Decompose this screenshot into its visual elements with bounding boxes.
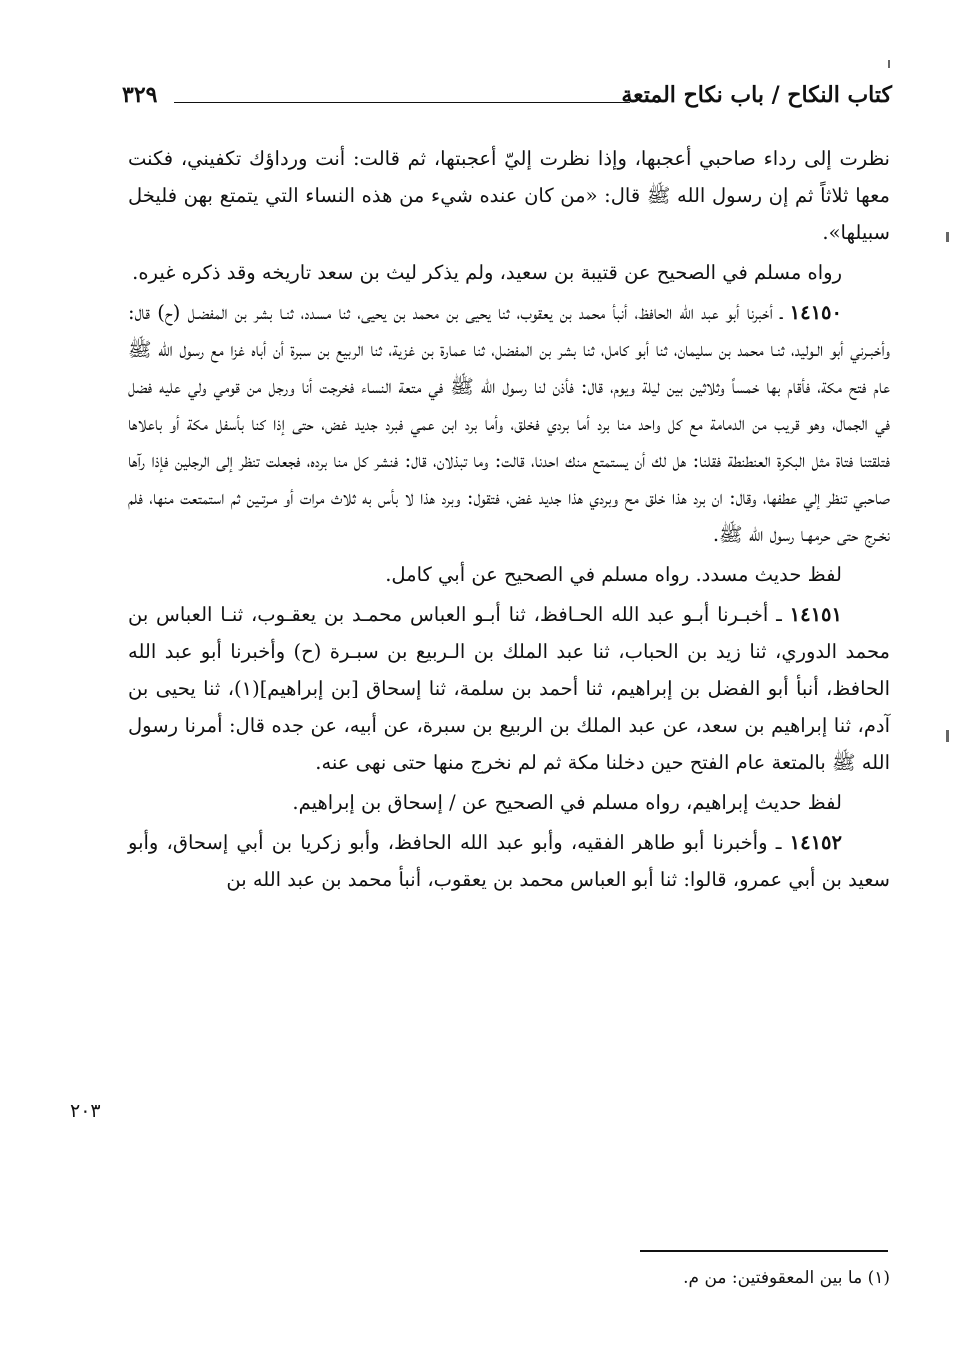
hadith-paragraph xyxy=(128,596,890,781)
hadith-number: ١٤١٥٠ xyxy=(789,301,842,324)
paragraph xyxy=(128,140,890,251)
paragraph-text: لفظ حديث مسدد. رواه مسلم في الصحيح عن أبي كامل. xyxy=(385,563,842,586)
paragraph-text: ـ أخبرنا أبو عبد الله الحافظ، أنبأ محمد بن يعقوب، ثنا يحيى بن محمد بن يحيى، ثنا مسدد، ثنـا بشر بن المفضـل (ح) قال: وأخبـرني أبو الـوليد، ثنـا محمد بن سليمان، ثنا أبو كامل، ثنا بشر بن المفضل، ثنا عمارة بن غزية، ثنا الربيع بن سبرة أن أباه غزا مع رسول الله ﷺ عام فتح مكة، فأقام بها خمساً وثلاثين بين ليلة ويوم، قال: فأذن لنا رسول الله ﷺ في متعة النساء فخرجت أنا ورجل من قومي ولي عليه فضل في الجمال، وهو قريب من الدمامة مع كل واحد منا برد أما بردي فخلق، وأما برد ابن عمي فبرد جديد غض، حتى إذا كنا بأسفل مكة أو باعلاها فتلقتنا فتاة مثل البكرة العنطنطة فقلنا: هل لك أن يستمتع منك احدنا، قالت: وما تبذلان، قال: فنشر كل منا برده، فجعلت تنظر إلى الرجلين فإذا رآها صاحبي تنظر إلي عطفها، وقال: ان برد هذا خلق مح وبردي هذا جديد غض، فتقول: وبرد هذا لا بأس به ثلاث مرات أو مـرتـين ثم استمتعت منها، فلم نخـرج حتى حرمهـا رسول الله ﷺ. xyxy=(128,301,890,546)
paragraph-text: لفظ حديث إبراهيم، رواه مسلم في الصحيح عن / إسحاق بن إبراهيم. xyxy=(292,791,842,814)
paragraph-text: رواه مسلم في الصحيح عن قتيبة بن سعيد، ولم يذكر ليث بن سعد تاريخه وقد ذكره غيره. xyxy=(132,261,842,284)
header-rule xyxy=(174,102,630,103)
page-number: ٣٢٩ xyxy=(122,82,158,108)
running-header xyxy=(122,82,892,116)
footnote: (١) ما بين المعقوفتين: من م. xyxy=(683,1268,890,1288)
hadith-paragraph xyxy=(128,294,890,553)
hadith-paragraph xyxy=(128,824,890,898)
scan-mark xyxy=(946,730,949,742)
paragraph xyxy=(128,556,890,593)
footnote-separator xyxy=(640,1250,888,1252)
paragraph xyxy=(128,254,890,291)
hadith-number: ١٤١٥٢ xyxy=(789,831,842,854)
main-text xyxy=(128,140,890,901)
header-title: كتاب النكاح / باب نكاح المتعة xyxy=(621,82,892,108)
margin-page-reference: ٢٠٣ xyxy=(70,1100,101,1122)
paragraph-text: ـ وأخبرنا أبو طاهر الفقيه، وأبو عبد الله الحافظ، وأبو زكريا بن أبي إسحاق، وأبو سعيد بن أبي عمرو، قالوا: ثنا أبو العباس محمد بن يعقوب، أنبأ محمد بن عبد الله بن xyxy=(128,831,890,891)
hadith-number: ١٤١٥١ xyxy=(789,603,842,626)
paragraph xyxy=(128,784,890,821)
scan-mark xyxy=(888,60,890,68)
paragraph-text: نظرت إلى رداء صاحبي أعجبها، وإذا نظرت إليّ أعجبتها، ثم قالت: أنت ورداؤك تكفيني، فكنت معها ثلاثاً ثم إن رسول الله ﷺ قال: «من كان عنده شيء من هذه النساء التي يتمتع بهن فليخل سبيلها». xyxy=(128,147,890,244)
paragraph-text: ـ أخبـرنا أبـو عبد الله الحـافظ، ثنا أبـو العباس محمـد بن يعقـوب، ثنـا العباس بن محمد الدوري، ثنا زيد بن الحباب، ثنا عبد الملك بن الـربيع بن سبـرة (ح) وأخبرنا أبو عبد الله الحافظ، أنبأ أبو الفضل بن إبراهيم، ثنا أحمد بن سلمة، ثنا إسحاق [بن إبراهيم](١)، ثنا يحيى بن آدم، ثنا إبراهيم بن سعد، عن عبد الملك بن الربيع بن سبرة، عن أبيه، عن جده قال: أمرنا رسول الله ﷺ بالمتعة عام الفتح حين دخلنا مكة ثم لم نخرج منها حتى نهى عنه. xyxy=(128,603,890,774)
scan-mark xyxy=(946,232,949,242)
